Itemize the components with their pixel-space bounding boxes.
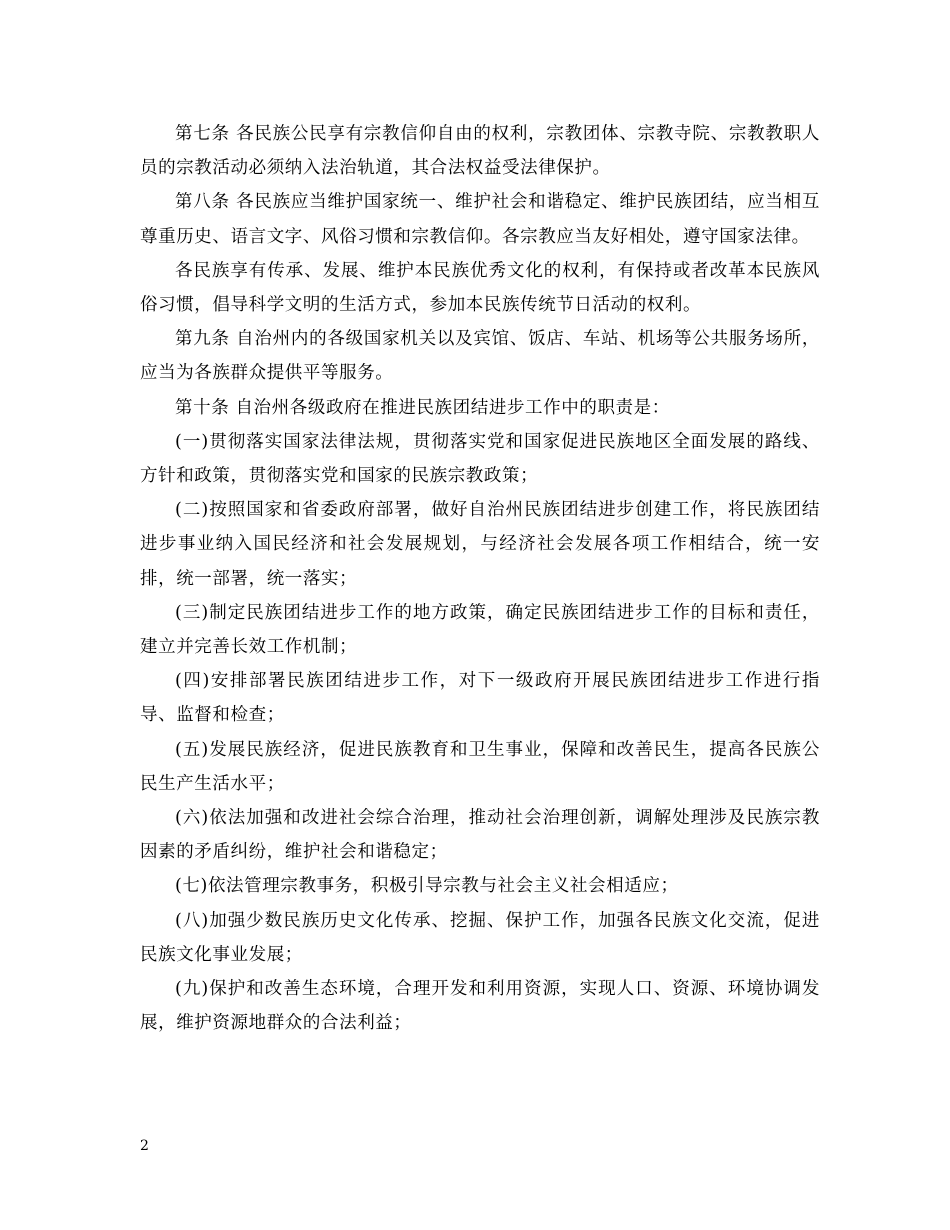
document-body [140, 117, 820, 1040]
paragraph-article-8: 第八条 各民族应当维护国家统一、维护社会和谐稳定、维护民族团结，应当相互尊重历史、语言文字、风俗习惯和宗教信仰。各宗教应当友好相处，遵守国家法律。 [140, 192, 820, 247]
list-item-4: (四)安排部署民族团结进步工作，对下一级政府开展民族团结进步工作进行指导、监督和检查； [140, 671, 820, 726]
paragraph-article-7: 第七条 各民族公民享有宗教信仰自由的权利，宗教团体、宗教寺院、宗教教职人员的宗教活动必须纳入法治轨道，其合法权益受法律保护。 [140, 124, 820, 179]
paragraph-culture-rights: 各民族享有传承、发展、维护本民族优秀文化的权利，有保持或者改革本民族风俗习惯，倡导科学文明的生活方式，参加本民族传统节日活动的权利。 [140, 260, 820, 316]
list-item-5: (五)发展民族经济，促进民族教育和卫生事业，保障和改善民生，提高各民族公民生产生活水平； [140, 739, 820, 794]
list-item-9: (九)保护和改善生态环境，合理开发和利用资源，实现人口、资源、环境协调发展，维护资源地群众的合法利益； [140, 979, 820, 1034]
paragraph-article-9: 第九条 自治州内的各级国家机关以及宾馆、饭店、车站、机场等公共服务场所，应当为各族群众提供平等服务。 [140, 329, 820, 384]
page-number: 2 [140, 1138, 149, 1154]
list-item-3: (三)制定民族团结进步工作的地方政策，确定民族团结进步工作的目标和责任，建立并完善长效工作机制； [140, 602, 820, 658]
list-item-2: (二)按照国家和省委政府部署，做好自治州民族团结进步创建工作，将民族团结进步事业纳入国民经济和社会发展规划，与经济社会发展各项工作相结合，统一安排，统一部署，统一落实； [140, 500, 820, 589]
list-item-1: (一)贯彻落实国家法律法规，贯彻落实党和国家促进民族地区全面发展的路线、方针和政策，贯彻落实党和国家的民族宗教政策； [140, 431, 820, 487]
paragraph-article-10: 第十条 自治州各级政府在推进民族团结进步工作中的职责是： [175, 397, 670, 418]
list-item-6: (六)依法加强和改进社会综合治理，推动社会治理创新，调解处理涉及民族宗教因素的矛盾纠纷，维护社会和谐稳定； [140, 808, 820, 863]
list-item-7: (七)依法管理宗教事务，积极引导宗教与社会主义社会相适应； [175, 876, 679, 897]
list-item-8: (八)加强少数民族历史文化传承、挖掘、保护工作，加强各民族文化交流，促进民族文化事业发展； [140, 910, 820, 965]
